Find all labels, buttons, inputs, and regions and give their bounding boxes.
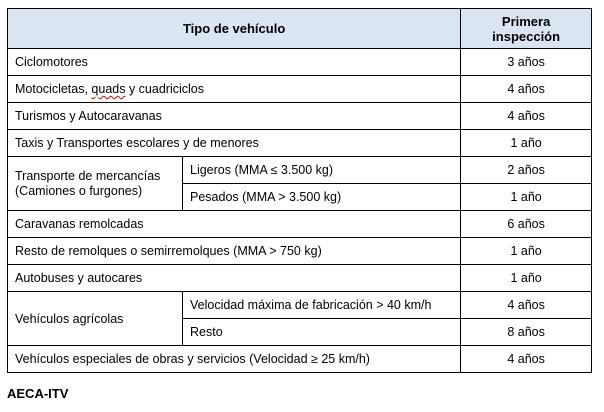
table-header-row	[8, 9, 592, 49]
first-inspection-cell: 4 años	[461, 103, 592, 130]
vehicle-type-cell: Caravanas remolcadas	[8, 211, 461, 238]
vehicle-type-text: Motocicletas,	[15, 82, 92, 96]
first-inspection-cell: 1 año	[461, 130, 592, 157]
table-row	[8, 265, 592, 292]
header-first-inspection: Primera inspección	[461, 9, 592, 49]
table-row	[8, 211, 592, 238]
vehicle-subtype-cell: Resto	[183, 319, 461, 346]
vehicle-type-cell: Autobuses y autocares	[8, 265, 461, 292]
table-row	[8, 49, 592, 76]
first-inspection-cell: 6 años	[461, 211, 592, 238]
vehicle-type-cell: Vehículos especiales de obras y servicios (Velocidad ≥ 25 km/h)	[8, 346, 461, 373]
table-row	[8, 130, 592, 157]
table-row	[8, 157, 592, 184]
table-row	[8, 292, 592, 319]
header-vehicle-type: Tipo de vehículo	[8, 9, 461, 49]
vehicle-type-text: y cuadriciclos	[125, 82, 204, 96]
first-inspection-cell: 3 años	[461, 49, 592, 76]
vehicle-type-cell: Turismos y Autocaravanas	[8, 103, 461, 130]
spellcheck-underlined-word: quads	[91, 82, 126, 96]
vehicle-subtype-cell: Pesados (MMA > 3.500 kg)	[183, 184, 461, 211]
vehicle-type-cell	[8, 76, 461, 103]
vehicle-group-cell: Transporte de mercancías (Camiones o furgones)	[8, 157, 183, 211]
table-row	[8, 346, 592, 373]
vehicle-subtype-cell: Velocidad máxima de fabricación > 40 km/h	[183, 292, 461, 319]
vehicle-group-cell: Vehículos agrícolas	[8, 292, 183, 346]
first-inspection-cell: 1 año	[461, 265, 592, 292]
first-inspection-cell: 4 años	[461, 292, 592, 319]
table-row	[8, 103, 592, 130]
first-inspection-cell: 1 año	[461, 184, 592, 211]
first-inspection-cell: 4 años	[461, 346, 592, 373]
first-inspection-cell: 4 años	[461, 76, 592, 103]
vehicle-type-cell: Taxis y Transportes escolares y de menores	[8, 130, 461, 157]
source-footer: AECA-ITV	[7, 386, 69, 401]
vehicle-subtype-cell: Ligeros (MMA ≤ 3.500 kg)	[183, 157, 461, 184]
inspection-table	[7, 8, 592, 373]
table-row	[8, 238, 592, 265]
vehicle-type-cell: Ciclomotores	[8, 49, 461, 76]
table-row	[8, 76, 592, 103]
vehicle-type-cell: Resto de remolques o semirremolques (MMA > 750 kg)	[8, 238, 461, 265]
first-inspection-cell: 8 años	[461, 319, 592, 346]
first-inspection-cell: 1 año	[461, 238, 592, 265]
first-inspection-cell: 2 años	[461, 157, 592, 184]
